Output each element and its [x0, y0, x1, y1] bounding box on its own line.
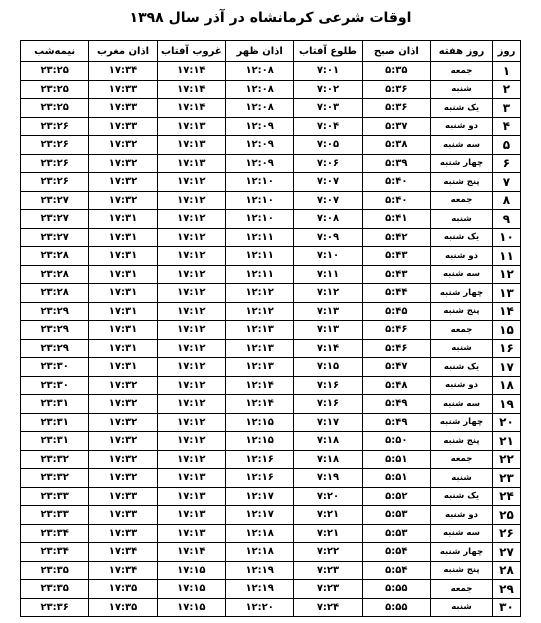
cell-maghrib: ۱۷:۳۲	[89, 395, 157, 414]
cell-dhuhr: ۱۲:۰۹	[225, 136, 293, 155]
cell-maghrib: ۱۷:۳۱	[89, 228, 157, 247]
cell-midnight: ۲۳:۳۲	[21, 450, 89, 469]
cell-day: ۸	[492, 191, 520, 210]
cell-fajr: ۵:۴۲	[362, 228, 430, 247]
cell-sunrise: ۷:۰۷	[294, 191, 362, 210]
cell-sunrise: ۷:۱۰	[294, 247, 362, 266]
cell-fajr: ۵:۴۳	[362, 247, 430, 266]
cell-day: ۱۳	[492, 284, 520, 303]
header-day: روز	[492, 41, 520, 62]
table-row	[21, 136, 521, 155]
cell-dhuhr: ۱۲:۱۳	[225, 358, 293, 377]
cell-weekday: چهار شنبه	[430, 284, 492, 303]
cell-maghrib: ۱۷:۳۲	[89, 191, 157, 210]
cell-midnight: ۲۳:۳۳	[21, 506, 89, 525]
cell-maghrib: ۱۷:۳۳	[89, 99, 157, 118]
table-row	[21, 450, 521, 469]
header-maghrib: اذان مغرب	[89, 41, 157, 62]
cell-day: ۵	[492, 136, 520, 155]
cell-fajr: ۵:۵۰	[362, 432, 430, 451]
cell-sunrise: ۷:۰۳	[294, 99, 362, 118]
table-row	[21, 598, 521, 617]
cell-maghrib: ۱۷:۳۵	[89, 598, 157, 617]
cell-midnight: ۲۳:۳۵	[21, 561, 89, 580]
cell-sunrise: ۷:۰۴	[294, 117, 362, 136]
prayer-times-table	[20, 40, 521, 617]
cell-sunset: ۱۷:۱۴	[157, 99, 225, 118]
cell-day: ۲۴	[492, 487, 520, 506]
cell-sunset: ۱۷:۱۴	[157, 62, 225, 81]
cell-weekday: پنج شنبه	[430, 432, 492, 451]
table-row	[21, 80, 521, 99]
table-row	[21, 117, 521, 136]
cell-midnight: ۲۳:۳۴	[21, 524, 89, 543]
cell-dhuhr: ۱۲:۱۲	[225, 284, 293, 303]
table-row	[21, 432, 521, 451]
cell-sunset: ۱۷:۱۲	[157, 173, 225, 192]
cell-maghrib: ۱۷:۳۲	[89, 376, 157, 395]
cell-midnight: ۲۳:۲۷	[21, 228, 89, 247]
cell-weekday: یک شنبه	[430, 487, 492, 506]
cell-sunset: ۱۷:۱۳	[157, 487, 225, 506]
table-row	[21, 413, 521, 432]
cell-fajr: ۵:۴۹	[362, 413, 430, 432]
cell-midnight: ۲۳:۳۵	[21, 580, 89, 599]
cell-weekday: چهار شنبه	[430, 413, 492, 432]
table-row	[21, 265, 521, 284]
cell-sunset: ۱۷:۱۲	[157, 376, 225, 395]
table-row	[21, 469, 521, 488]
cell-fajr: ۵:۴۰	[362, 191, 430, 210]
cell-weekday: شنبه	[430, 210, 492, 229]
cell-midnight: ۲۳:۲۹	[21, 339, 89, 358]
cell-maghrib: ۱۷:۳۲	[89, 469, 157, 488]
cell-maghrib: ۱۷:۳۱	[89, 265, 157, 284]
cell-dhuhr: ۱۲:۱۷	[225, 487, 293, 506]
cell-maghrib: ۱۷:۳۱	[89, 339, 157, 358]
cell-midnight: ۲۳:۲۶	[21, 117, 89, 136]
table-row	[21, 543, 521, 562]
cell-sunset: ۱۷:۱۲	[157, 284, 225, 303]
cell-dhuhr: ۱۲:۱۰	[225, 210, 293, 229]
cell-maghrib: ۱۷:۳۱	[89, 302, 157, 321]
cell-dhuhr: ۱۲:۱۳	[225, 321, 293, 340]
cell-fajr: ۵:۵۱	[362, 469, 430, 488]
cell-day: ۲۳	[492, 469, 520, 488]
cell-dhuhr: ۱۲:۱۶	[225, 469, 293, 488]
cell-fajr: ۵:۵۴	[362, 561, 430, 580]
cell-fajr: ۵:۵۳	[362, 506, 430, 525]
cell-sunrise: ۷:۰۷	[294, 173, 362, 192]
cell-midnight: ۲۳:۳۰	[21, 376, 89, 395]
cell-sunrise: ۷:۲۰	[294, 487, 362, 506]
cell-fajr: ۵:۴۹	[362, 395, 430, 414]
cell-maghrib: ۱۷:۳۳	[89, 80, 157, 99]
cell-maghrib: ۱۷:۳۲	[89, 154, 157, 173]
cell-day: ۱	[492, 62, 520, 81]
cell-day: ۱۶	[492, 339, 520, 358]
cell-day: ۱۸	[492, 376, 520, 395]
cell-weekday: شنبه	[430, 339, 492, 358]
cell-sunset: ۱۷:۱۲	[157, 321, 225, 340]
cell-midnight: ۲۳:۲۵	[21, 62, 89, 81]
cell-dhuhr: ۱۲:۱۹	[225, 561, 293, 580]
header-fajr: اذان صبح	[362, 41, 430, 62]
cell-sunrise: ۷:۱۸	[294, 432, 362, 451]
cell-weekday: شنبه	[430, 469, 492, 488]
cell-dhuhr: ۱۲:۰۸	[225, 80, 293, 99]
cell-day: ۳۰	[492, 598, 520, 617]
cell-sunset: ۱۷:۱۲	[157, 339, 225, 358]
cell-sunrise: ۷:۰۵	[294, 136, 362, 155]
cell-sunrise: ۷:۰۱	[294, 62, 362, 81]
cell-sunrise: ۷:۲۴	[294, 598, 362, 617]
cell-weekday: جمعه	[430, 450, 492, 469]
cell-sunset: ۱۷:۱۳	[157, 117, 225, 136]
cell-dhuhr: ۱۲:۱۸	[225, 543, 293, 562]
cell-sunset: ۱۷:۱۳	[157, 136, 225, 155]
cell-day: ۲۲	[492, 450, 520, 469]
table-row	[21, 173, 521, 192]
table-row	[21, 302, 521, 321]
cell-sunset: ۱۷:۱۴	[157, 80, 225, 99]
cell-midnight: ۲۳:۲۶	[21, 154, 89, 173]
cell-maghrib: ۱۷:۳۳	[89, 487, 157, 506]
cell-maghrib: ۱۷:۳۲	[89, 450, 157, 469]
cell-day: ۱۴	[492, 302, 520, 321]
cell-midnight: ۲۳:۳۱	[21, 395, 89, 414]
cell-sunset: ۱۷:۱۲	[157, 247, 225, 266]
cell-sunset: ۱۷:۱۳	[157, 506, 225, 525]
table-body	[21, 62, 521, 617]
cell-fajr: ۵:۴۵	[362, 302, 430, 321]
cell-fajr: ۵:۳۹	[362, 154, 430, 173]
cell-sunrise: ۷:۰۲	[294, 80, 362, 99]
cell-midnight: ۲۳:۲۸	[21, 265, 89, 284]
cell-sunset: ۱۷:۱۲	[157, 265, 225, 284]
cell-dhuhr: ۱۲:۱۶	[225, 450, 293, 469]
cell-weekday: پنج شنبه	[430, 302, 492, 321]
cell-day: ۱۹	[492, 395, 520, 414]
header-sunrise: طلوع آفتاب	[294, 41, 362, 62]
cell-day: ۳	[492, 99, 520, 118]
cell-sunset: ۱۷:۱۴	[157, 543, 225, 562]
cell-weekday: شنبه	[430, 80, 492, 99]
cell-maghrib: ۱۷:۳۱	[89, 358, 157, 377]
cell-dhuhr: ۱۲:۲۰	[225, 598, 293, 617]
cell-maghrib: ۱۷:۳۴	[89, 62, 157, 81]
cell-dhuhr: ۱۲:۱۴	[225, 395, 293, 414]
cell-sunset: ۱۷:۱۵	[157, 561, 225, 580]
table-row	[21, 524, 521, 543]
cell-fajr: ۵:۵۲	[362, 487, 430, 506]
cell-dhuhr: ۱۲:۱۷	[225, 506, 293, 525]
table-row	[21, 247, 521, 266]
cell-weekday: سه شنبه	[430, 265, 492, 284]
table-row	[21, 506, 521, 525]
cell-maghrib: ۱۷:۳۱	[89, 284, 157, 303]
table-row	[21, 210, 521, 229]
cell-day: ۲۱	[492, 432, 520, 451]
cell-sunset: ۱۷:۱۲	[157, 302, 225, 321]
cell-weekday: دو شنبه	[430, 376, 492, 395]
cell-weekday: سه شنبه	[430, 524, 492, 543]
table-row	[21, 191, 521, 210]
cell-fajr: ۵:۴۱	[362, 210, 430, 229]
cell-fajr: ۵:۴۷	[362, 358, 430, 377]
table-row	[21, 580, 521, 599]
table-row	[21, 395, 521, 414]
table-row	[21, 358, 521, 377]
cell-sunset: ۱۷:۱۵	[157, 580, 225, 599]
cell-midnight: ۲۳:۲۹	[21, 321, 89, 340]
cell-dhuhr: ۱۲:۱۵	[225, 432, 293, 451]
cell-midnight: ۲۳:۳۱	[21, 413, 89, 432]
cell-midnight: ۲۳:۳۶	[21, 598, 89, 617]
cell-sunset: ۱۷:۱۲	[157, 450, 225, 469]
cell-weekday: شنبه	[430, 598, 492, 617]
cell-sunrise: ۷:۱۶	[294, 376, 362, 395]
cell-day: ۲۸	[492, 561, 520, 580]
cell-maghrib: ۱۷:۳۲	[89, 413, 157, 432]
cell-maghrib: ۱۷:۳۴	[89, 543, 157, 562]
cell-day: ۱۰	[492, 228, 520, 247]
cell-weekday: سه شنبه	[430, 136, 492, 155]
cell-midnight: ۲۳:۲۶	[21, 173, 89, 192]
cell-fajr: ۵:۳۶	[362, 80, 430, 99]
cell-fajr: ۵:۳۷	[362, 117, 430, 136]
table-row	[21, 99, 521, 118]
table-row	[21, 284, 521, 303]
cell-weekday: پنج شنبه	[430, 561, 492, 580]
cell-day: ۲۹	[492, 580, 520, 599]
cell-dhuhr: ۱۲:۱۹	[225, 580, 293, 599]
cell-sunrise: ۷:۱۷	[294, 413, 362, 432]
cell-sunrise: ۷:۰۹	[294, 228, 362, 247]
cell-midnight: ۲۳:۲۸	[21, 284, 89, 303]
cell-fajr: ۵:۴۰	[362, 173, 430, 192]
header-weekday: روز هفته	[430, 41, 492, 62]
cell-midnight: ۲۳:۲۶	[21, 136, 89, 155]
cell-dhuhr: ۱۲:۱۲	[225, 302, 293, 321]
table-row	[21, 62, 521, 81]
cell-weekday: پنج شنبه	[430, 173, 492, 192]
cell-maghrib: ۱۷:۳۳	[89, 506, 157, 525]
header-row	[21, 41, 521, 62]
cell-sunrise: ۷:۱۳	[294, 321, 362, 340]
cell-sunrise: ۷:۱۵	[294, 358, 362, 377]
cell-sunset: ۱۷:۱۳	[157, 469, 225, 488]
cell-dhuhr: ۱۲:۱۱	[225, 265, 293, 284]
cell-day: ۹	[492, 210, 520, 229]
cell-sunrise: ۷:۱۳	[294, 302, 362, 321]
cell-dhuhr: ۱۲:۰۹	[225, 154, 293, 173]
cell-day: ۶	[492, 154, 520, 173]
cell-maghrib: ۱۷:۳۲	[89, 173, 157, 192]
cell-sunrise: ۷:۱۴	[294, 339, 362, 358]
cell-fajr: ۵:۴۶	[362, 321, 430, 340]
cell-midnight: ۲۳:۳۲	[21, 469, 89, 488]
cell-weekday: چهار شنبه	[430, 543, 492, 562]
cell-sunset: ۱۷:۱۲	[157, 191, 225, 210]
cell-weekday: سه شنبه	[430, 395, 492, 414]
cell-sunset: ۱۷:۱۲	[157, 413, 225, 432]
cell-sunrise: ۷:۲۱	[294, 524, 362, 543]
cell-sunrise: ۷:۱۹	[294, 469, 362, 488]
cell-sunrise: ۷:۲۲	[294, 543, 362, 562]
cell-sunset: ۱۷:۱۳	[157, 524, 225, 543]
cell-maghrib: ۱۷:۳۲	[89, 136, 157, 155]
cell-weekday: جمعه	[430, 321, 492, 340]
cell-dhuhr: ۱۲:۱۰	[225, 191, 293, 210]
cell-midnight: ۲۳:۲۷	[21, 210, 89, 229]
cell-maghrib: ۱۷:۳۳	[89, 524, 157, 543]
cell-day: ۴	[492, 117, 520, 136]
cell-day: ۲	[492, 80, 520, 99]
table-row	[21, 228, 521, 247]
cell-day: ۲۵	[492, 506, 520, 525]
cell-maghrib: ۱۷:۳۱	[89, 210, 157, 229]
cell-midnight: ۲۳:۲۵	[21, 80, 89, 99]
cell-midnight: ۲۳:۲۹	[21, 302, 89, 321]
cell-weekday: جمعه	[430, 580, 492, 599]
table-row	[21, 321, 521, 340]
cell-fajr: ۵:۵۳	[362, 524, 430, 543]
cell-weekday: یک شنبه	[430, 358, 492, 377]
cell-dhuhr: ۱۲:۰۹	[225, 117, 293, 136]
cell-day: ۱۵	[492, 321, 520, 340]
cell-dhuhr: ۱۲:۱۳	[225, 339, 293, 358]
cell-dhuhr: ۱۲:۱۰	[225, 173, 293, 192]
cell-sunset: ۱۷:۱۲	[157, 395, 225, 414]
cell-day: ۲۷	[492, 543, 520, 562]
cell-fajr: ۵:۴۴	[362, 284, 430, 303]
cell-midnight: ۲۳:۳۳	[21, 487, 89, 506]
table-row	[21, 154, 521, 173]
cell-weekday: جمعه	[430, 191, 492, 210]
cell-fajr: ۵:۵۱	[362, 450, 430, 469]
table-row	[21, 561, 521, 580]
cell-weekday: دو شنبه	[430, 117, 492, 136]
cell-maghrib: ۱۷:۳۴	[89, 561, 157, 580]
cell-weekday: دو شنبه	[430, 247, 492, 266]
cell-maghrib: ۱۷:۳۱	[89, 247, 157, 266]
cell-maghrib: ۱۷:۳۵	[89, 580, 157, 599]
cell-weekday: چهار شنبه	[430, 154, 492, 173]
table-row	[21, 339, 521, 358]
cell-sunrise: ۷:۲۳	[294, 580, 362, 599]
cell-sunset: ۱۷:۱۲	[157, 228, 225, 247]
cell-fajr: ۵:۴۸	[362, 376, 430, 395]
page-title: اوقات شرعی کرمانشاه در آذر سال ۱۳۹۸	[129, 10, 412, 26]
header-dhuhr: اذان ظهر	[225, 41, 293, 62]
cell-maghrib: ۱۷:۳۲	[89, 432, 157, 451]
cell-sunrise: ۷:۱۱	[294, 265, 362, 284]
header-sunset: غروب آفتاب	[157, 41, 225, 62]
cell-dhuhr: ۱۲:۱۵	[225, 413, 293, 432]
cell-sunrise: ۷:۱۶	[294, 395, 362, 414]
cell-weekday: یک شنبه	[430, 228, 492, 247]
cell-dhuhr: ۱۲:۱۱	[225, 247, 293, 266]
cell-midnight: ۲۳:۳۰	[21, 358, 89, 377]
cell-sunset: ۱۷:۱۲	[157, 210, 225, 229]
cell-sunrise: ۷:۱۸	[294, 450, 362, 469]
cell-fajr: ۵:۳۵	[362, 62, 430, 81]
cell-dhuhr: ۱۲:۱۸	[225, 524, 293, 543]
cell-day: ۲۰	[492, 413, 520, 432]
cell-sunrise: ۷:۲۱	[294, 506, 362, 525]
cell-midnight: ۲۳:۲۸	[21, 247, 89, 266]
cell-weekday: جمعه	[430, 62, 492, 81]
cell-fajr: ۵:۴۶	[362, 339, 430, 358]
cell-fajr: ۵:۳۸	[362, 136, 430, 155]
cell-sunrise: ۷:۰۸	[294, 210, 362, 229]
table-row	[21, 487, 521, 506]
cell-midnight: ۲۳:۳۱	[21, 432, 89, 451]
cell-day: ۱۷	[492, 358, 520, 377]
cell-sunset: ۱۷:۱۲	[157, 432, 225, 451]
cell-day: ۷	[492, 173, 520, 192]
cell-sunset: ۱۷:۱۳	[157, 154, 225, 173]
cell-day: ۲۶	[492, 524, 520, 543]
cell-sunrise: ۷:۱۲	[294, 284, 362, 303]
cell-dhuhr: ۱۲:۰۸	[225, 62, 293, 81]
cell-maghrib: ۱۷:۳۱	[89, 321, 157, 340]
cell-sunrise: ۷:۲۳	[294, 561, 362, 580]
cell-dhuhr: ۱۲:۱۴	[225, 376, 293, 395]
cell-weekday: یک شنبه	[430, 99, 492, 118]
cell-midnight: ۲۳:۲۵	[21, 99, 89, 118]
cell-sunrise: ۷:۰۶	[294, 154, 362, 173]
cell-midnight: ۲۳:۲۷	[21, 191, 89, 210]
cell-weekday: دو شنبه	[430, 506, 492, 525]
cell-day: ۱۱	[492, 247, 520, 266]
cell-fajr: ۵:۴۳	[362, 265, 430, 284]
header-midnight: نیمه‌شب	[21, 41, 89, 62]
cell-sunset: ۱۷:۱۲	[157, 358, 225, 377]
cell-sunset: ۱۷:۱۵	[157, 598, 225, 617]
table-row	[21, 376, 521, 395]
cell-dhuhr: ۱۲:۰۸	[225, 99, 293, 118]
cell-midnight: ۲۳:۳۴	[21, 543, 89, 562]
cell-fajr: ۵:۳۶	[362, 99, 430, 118]
cell-fajr: ۵:۵۴	[362, 543, 430, 562]
cell-fajr: ۵:۵۵	[362, 580, 430, 599]
cell-maghrib: ۱۷:۳۳	[89, 117, 157, 136]
cell-dhuhr: ۱۲:۱۱	[225, 228, 293, 247]
cell-day: ۱۲	[492, 265, 520, 284]
cell-fajr: ۵:۵۵	[362, 598, 430, 617]
